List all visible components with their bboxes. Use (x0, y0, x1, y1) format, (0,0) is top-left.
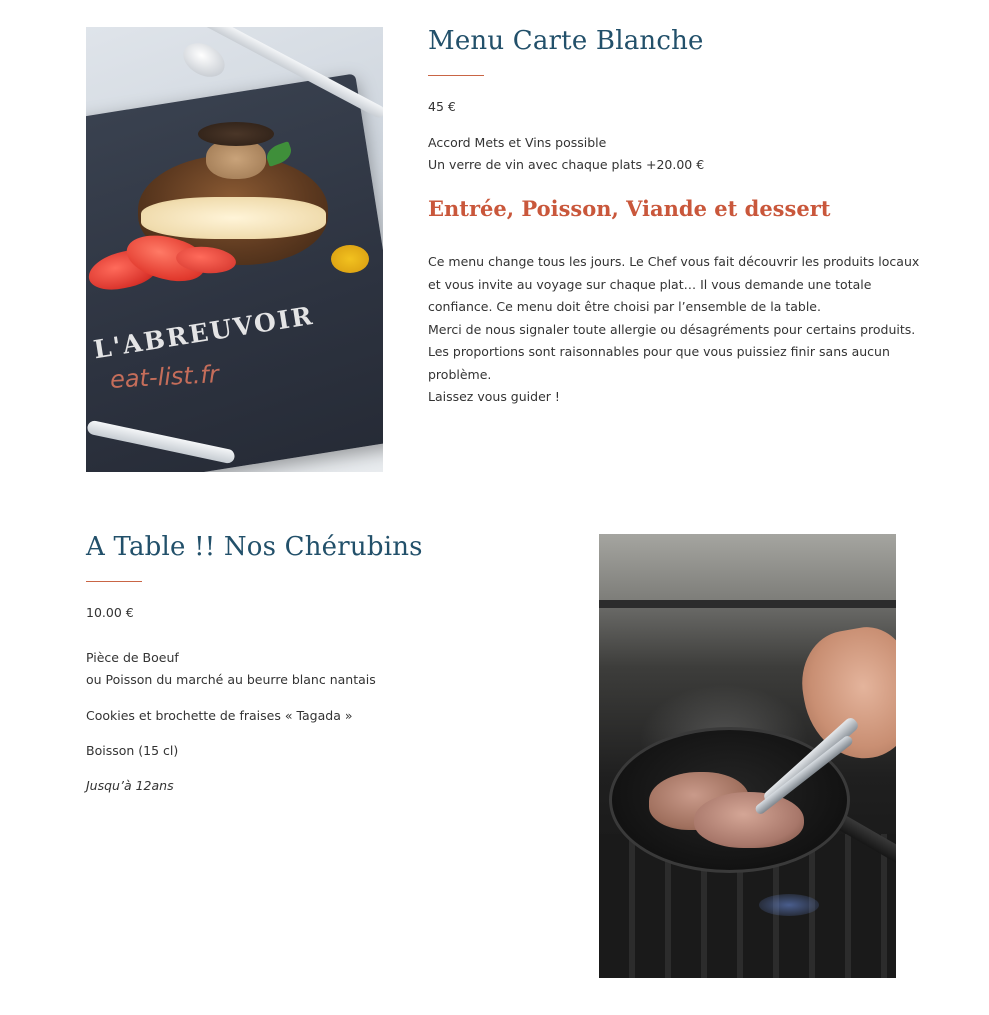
choux-top (198, 122, 274, 146)
pan-photo (599, 534, 896, 978)
title-underline (428, 75, 484, 76)
description-line: Merci de nous signaler toute allergie ou désagréments pour certains produits. (428, 321, 916, 337)
cherubins-main-line1: Pièce de Boeuf (86, 650, 179, 665)
courses-subtitle: Entrée, Poisson, Viande et dessert (428, 196, 831, 221)
carte-blanche-price: 45 € (428, 99, 456, 114)
meat-piece (694, 792, 804, 848)
wine-pairing-line2: Un verre de vin avec chaque plats +20.00 € (428, 157, 705, 172)
menu-cherubins-title: A Table !! Nos Chérubins (86, 532, 423, 562)
hood-edge (599, 600, 896, 608)
description-line: et vous invite au voyage sur chaque plat… Il vous demande une totale (428, 276, 872, 292)
description-line: problème. (428, 366, 492, 382)
menu-carte-blanche-title: Menu Carte Blanche (428, 26, 704, 56)
slate-logo-text: L'ABREUVOIR (91, 300, 316, 365)
dessert-photo (86, 27, 383, 472)
cherubins-price: 10.00 € (86, 605, 134, 620)
cherubins-main-line2: ou Poisson du marché au beurre blanc nantais (86, 672, 376, 687)
description-line: Ce menu change tous les jours. Le Chef vous fait découvrir les produits locaux (428, 254, 920, 269)
description-line: Laissez vous guider ! (428, 389, 560, 404)
sauce-dot (331, 245, 369, 273)
watermark: eat-list.fr (109, 360, 220, 394)
cherubins-drink: Boisson (15 cl) (86, 743, 179, 758)
wine-pairing-line1: Accord Mets et Vins possible (428, 135, 607, 150)
cream-filling (141, 197, 326, 239)
title-underline (86, 581, 142, 582)
spoon-head (178, 36, 231, 83)
kitchen-hood (599, 534, 896, 604)
description-line: confiance. Ce menu doit être choisi par l’ensemble de la table. (428, 299, 821, 314)
description-line: Les proportions sont raisonnables pour que vous puissiez finir sans aucun (428, 344, 890, 359)
cherubins-age-limit: Jusqu’à 12ans (86, 778, 174, 793)
gas-flame (759, 894, 819, 916)
cherubins-dessert: Cookies et brochette de fraises « Tagada » (86, 708, 353, 723)
